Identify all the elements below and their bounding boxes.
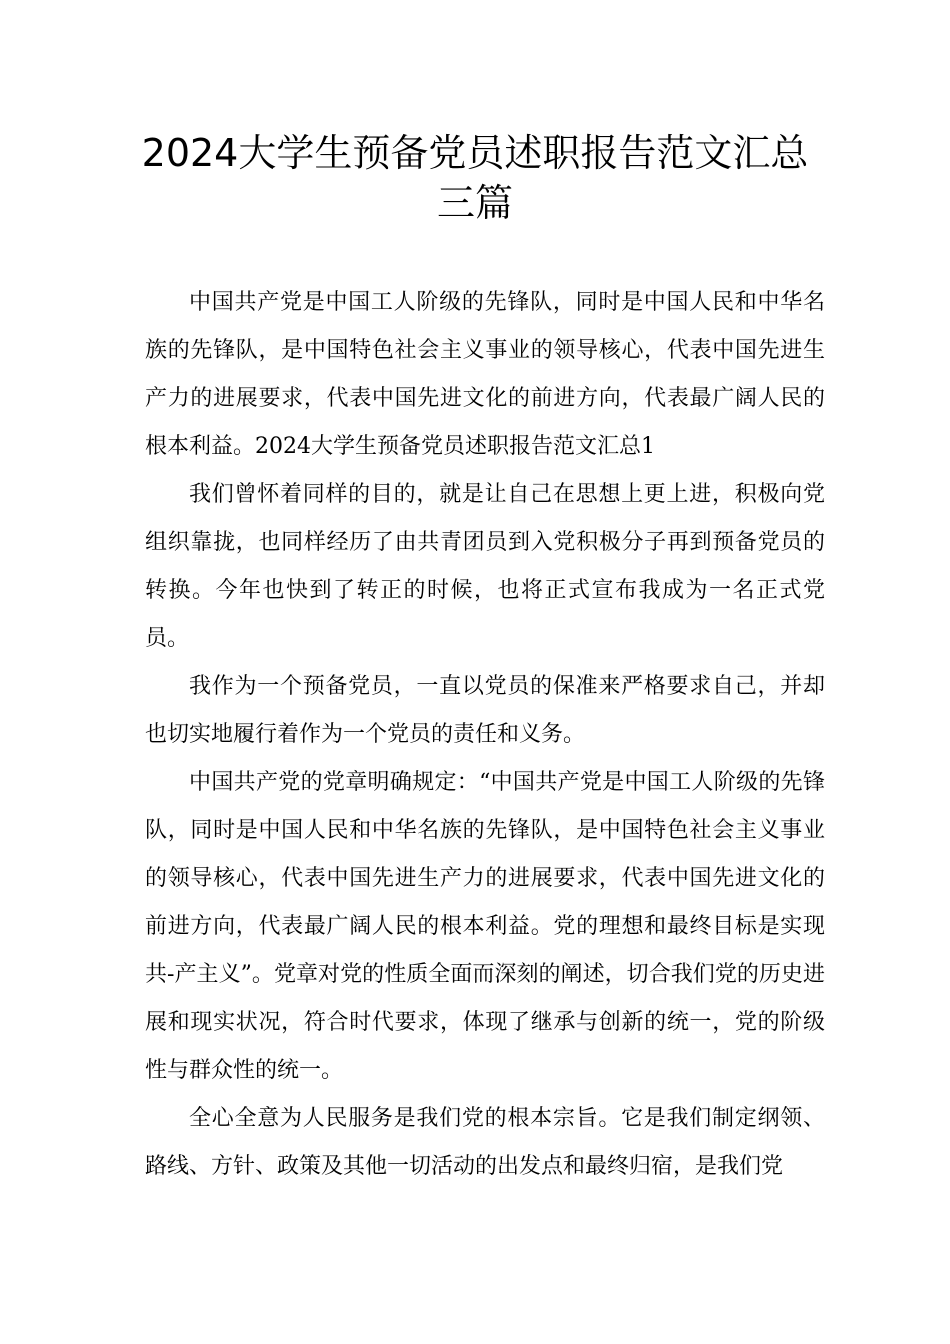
paragraph-4: 中国共产党的党章明确规定：“中国共产党是中国工人阶级的先锋队，同时是中国人民和中华名族的先锋队，是中国特色社会主义事业的领导核心，代表中国先进生产力的进展要求，代表中国先进文化的前进方向，代表最广阔人民的根本利益。党的理想和最终目标是实现共-产主义”。党章对党的性质全面而深刻的阐述，切合我们党的历史进展和现实状况，符合时代要求，体现了继承与创新的统一，党的阶级性与群众性的统一。 — [145, 770, 825, 1083]
paragraph-5: 全心全意为人民服务是我们党的根本宗旨。它是我们制定纲领、路线、方针、政策及其他一切活动的出发点和最终归宿，是我们党 — [145, 1106, 825, 1179]
title-line-2: 三篇 — [436, 181, 513, 225]
document-body — [145, 279, 825, 1191]
paragraph-2: 我们曾怀着同样的目的，就是让自己在思想上更上进，积极向党组织靠拢，也同样经历了由共青团员到入党积极分子再到预备党员的转换。今年也快到了转正的时候，也将正式宣布我成为一名正式党员。 — [145, 482, 825, 651]
title-line-1: 2024大学生预备党员述职报告范文汇总 — [141, 131, 809, 175]
document-title — [120, 128, 830, 228]
paragraph-1: 中国共产党是中国工人阶级的先锋队，同时是中国人民和中华名族的先锋队，是中国特色社会主义事业的领导核心，代表中国先进生产力的进展要求，代表中国先进文化的前进方向，代表最广阔人民的根本利益。2024大学生预备党员述职报告范文汇总1 — [145, 290, 825, 459]
paragraph-3: 我作为一个预备党员，一直以党员的保准来严格要求自己，并却也切实地履行着作为一个党员的责任和义务。 — [145, 674, 825, 747]
